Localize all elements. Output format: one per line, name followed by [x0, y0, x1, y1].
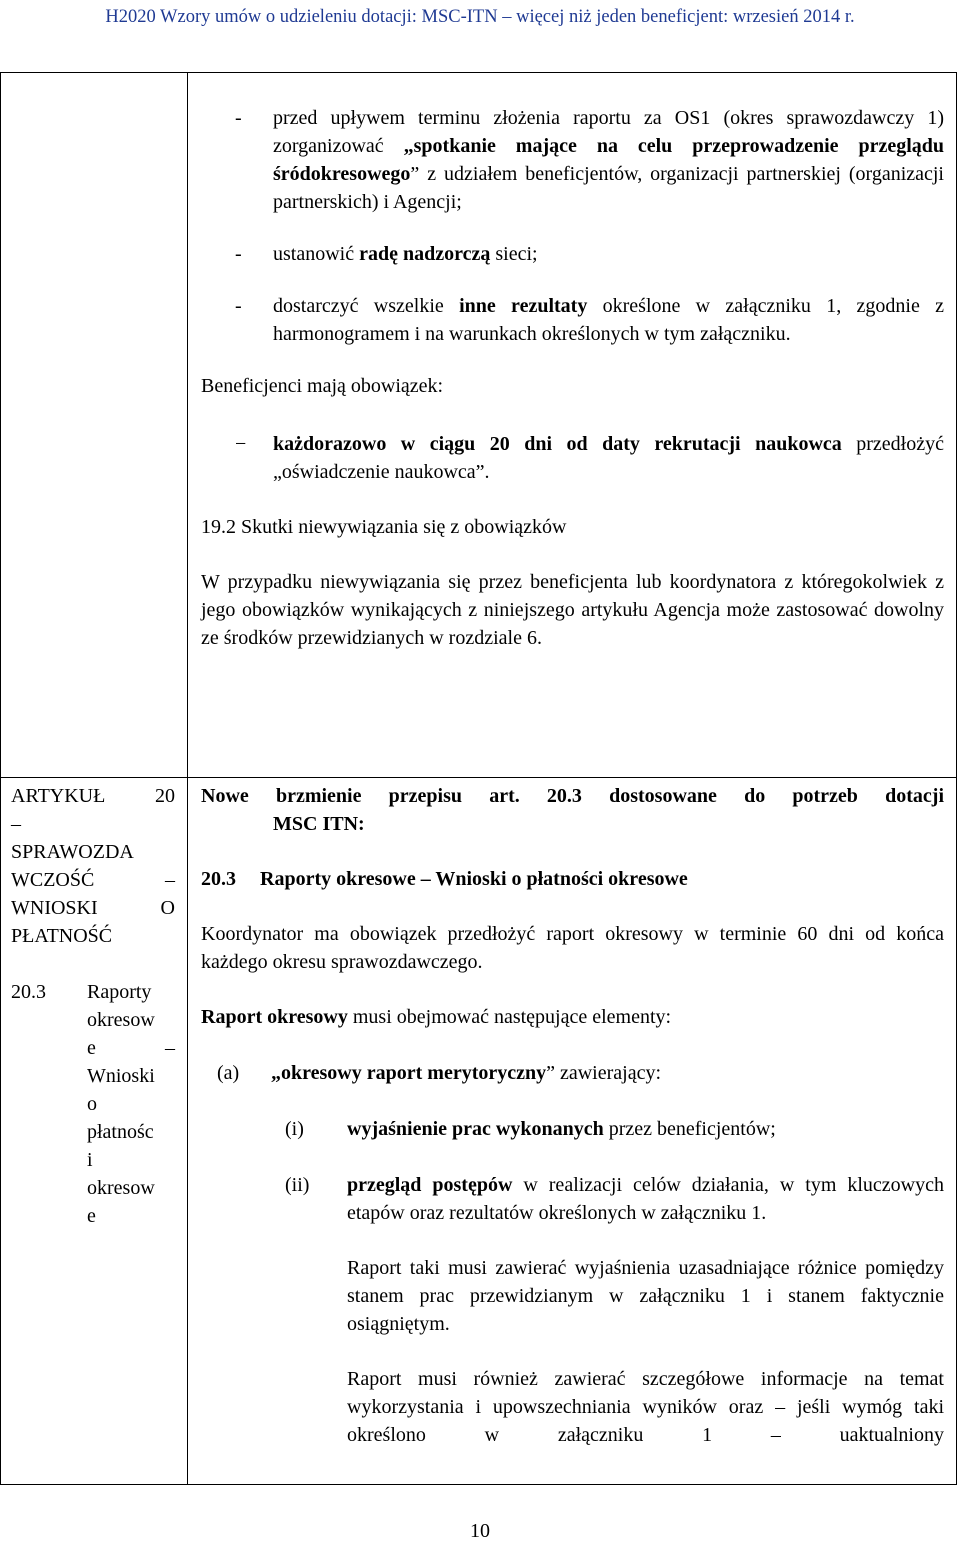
item-a-mark: (a): [217, 1062, 240, 1084]
top-section: [201, 104, 944, 652]
paragraph-differences: Raport taki musi zawierać wyjaśnienia uzasadniające różnice pomiędzy stanem prac przewidzianym w załączniku 1 i stanem faktycznie osiągniętym.: [347, 1257, 944, 1335]
column-divider: [187, 72, 188, 1485]
item-ii-mark: (ii): [285, 1174, 310, 1196]
report-intro: Raport okresowy musi obejmować następujące elementy:: [201, 1006, 672, 1028]
paragraph-details: Raport musi również zawierać szczegółowe informacje na temat wykorzystania i upowszechniania wyników oraz – jeśli wymóg taki określono w załączniku 1 – uaktualniony: [347, 1368, 944, 1446]
obligation-heading: Beneficjenci mają obowiązek:: [201, 375, 444, 397]
bullet-midterm-meeting: - przed upływem terminu złożenia raportu za OS1 (okres sprawozdawczy 1) zorganizować „spotkanie mające na celu przeprowadzenie przeglądu śródokresowego” z udziałem beneficjentów, organizacji partnerskiej (organizacji partnerskich) i Agencji;: [201, 104, 944, 216]
bullet-mark: -: [235, 295, 242, 317]
bullet-mark: -: [235, 243, 242, 265]
right-column: [201, 782, 944, 1449]
item-i: (i) wyjaśnienie prac wykonanych przez beneficjentów;: [201, 1115, 944, 1143]
bullet-mark: -: [235, 107, 242, 129]
page-header: H2020 Wzory umów o udzieleniu dotacji: MSC-ITN – więcej niż jeden beneficjent: wrzesień 2014 r.: [105, 7, 855, 27]
item-i-mark: (i): [285, 1118, 304, 1140]
section-heading-20-3: 20.3 Raporty okresowe – Wnioski o płatności okresowe: [201, 868, 688, 890]
article-title: ARTYKUŁ 20 – SPRAWOZDA WCZOŚĆ – WNIOSKI O PŁATNOŚĆ: [11, 785, 175, 947]
new-wording-note: Nowe brzmienie przepisu art. 20.3 dostosowane do potrzeb dotacji MSC ITN:: [201, 785, 944, 835]
bullet-supervisory-board: - ustanowić radę nadzorczą sieci;: [201, 240, 944, 268]
left-column: [11, 782, 175, 1230]
paragraph-19-2: W przypadku niewywiązania się przez beneficjenta lub koordynatora z któregokolwiek z jego obowiązków wynikających z niniejszego artykułu Agencja może zastosować dowolny ze środków przewidzianych w rozdziale 6.: [201, 571, 944, 649]
coordinator-paragraph: Koordynator ma obowiązek przedłożyć raport okresowy w terminie 60 dni od końca każdego okresu sprawozdawczego.: [201, 923, 944, 973]
subsection-title-20-3: 20.3 Raporty okresow e – Wnioski o płatnośc i okresow e: [11, 981, 175, 1227]
obligation-item: − każdorazowo w ciągu 20 dni od daty rekrutacji naukowca przedłożyć „oświadczenie naukowca”.: [201, 430, 944, 486]
item-ii: (ii) przegląd postępów w realizacji celów działania, w tym kluczowych etapów oraz rezultatów określonych w załączniku 1.: [201, 1171, 944, 1227]
subheading-19-2: 19.2 Skutki niewywiązania się z obowiązków: [201, 516, 567, 538]
row-divider: [0, 777, 957, 778]
bullet-mark: −: [235, 433, 247, 455]
page-number: 10: [470, 1520, 490, 1542]
bullet-other-results: - dostarczyć wszelkie inne rezultaty określone w załączniku 1, zgodnie z harmonogramem i na warunkach określonych w tym załączniku.: [201, 292, 944, 348]
item-a: (a) „okresowy raport merytoryczny” zawierający:: [201, 1059, 944, 1087]
